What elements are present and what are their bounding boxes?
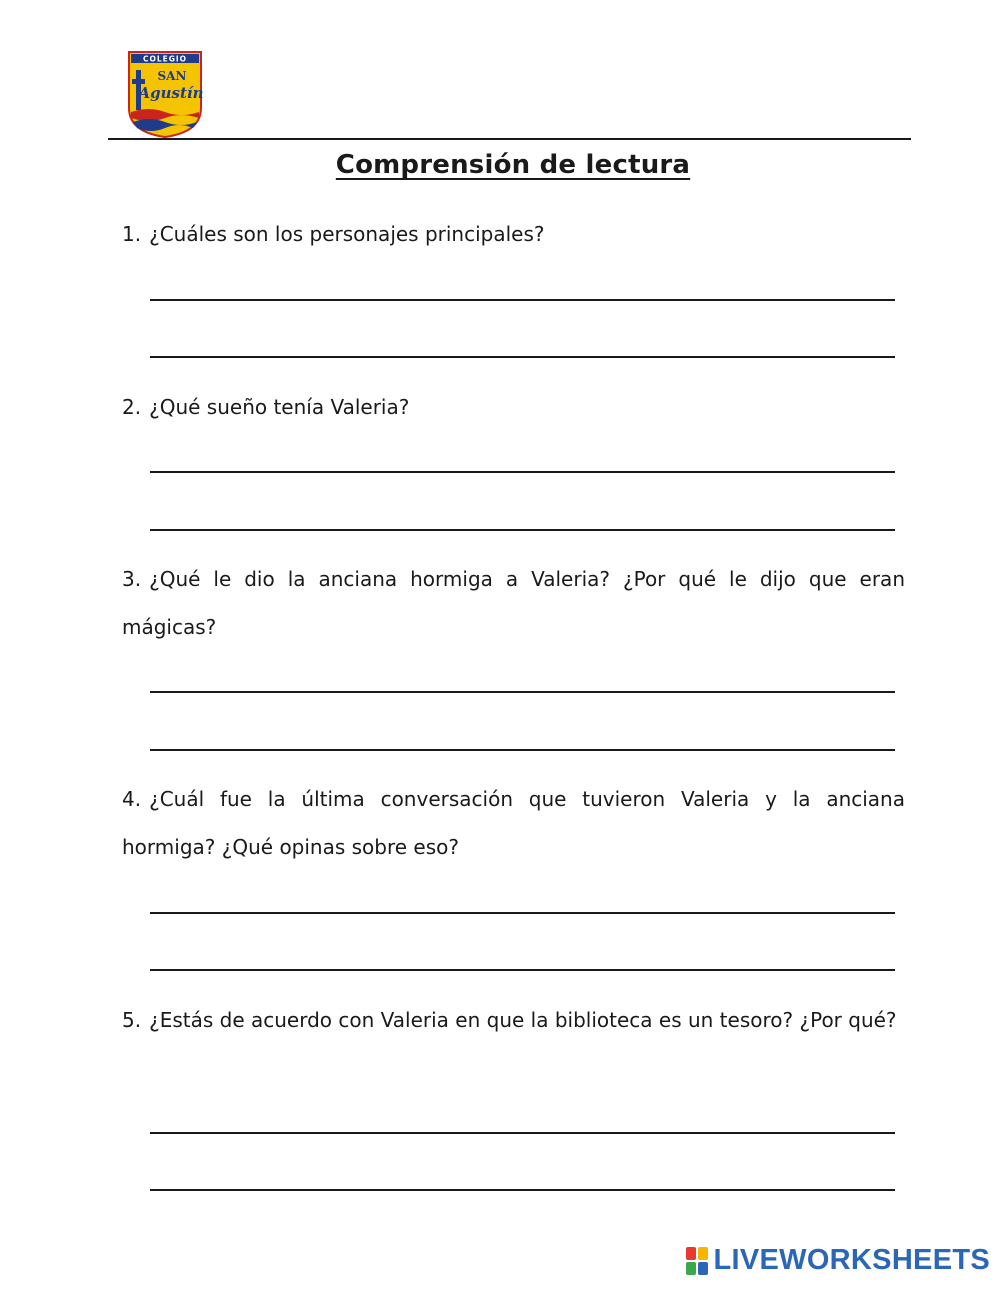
footer-brand[interactable] [686, 1244, 991, 1277]
question-text: ¿Qué le dio la anciana hormiga a Valeria? ¿Por qué le dijo que eran mágicas? [122, 567, 905, 639]
question-5 [122, 996, 905, 1044]
question-number: 1. [122, 222, 142, 246]
liveworksheets-logo-icon [686, 1247, 708, 1275]
question-2 [122, 383, 905, 431]
answer-line[interactable] [150, 969, 895, 971]
answer-line[interactable] [150, 912, 895, 914]
question-text: ¿Estás de acuerdo con Valeria en que la biblioteca es un tesoro? ¿Por qué? [149, 1008, 897, 1032]
question-3 [122, 555, 905, 651]
question-number: 5. [122, 1008, 142, 1032]
question-number: 4. [122, 787, 142, 811]
question-text: ¿Cuál fue la última conversación que tuvieron Valeria y la anciana hormiga? ¿Qué opinas sobre eso? [122, 787, 905, 859]
question-4 [122, 775, 905, 871]
logo-top-text: COLEGIO [142, 54, 188, 64]
school-crest-icon [127, 50, 203, 138]
answer-line[interactable] [150, 299, 895, 301]
question-text: ¿Qué sueño tenía Valeria? [149, 395, 410, 419]
logo-line2: Agustín [138, 84, 203, 102]
answer-line[interactable] [150, 691, 895, 693]
answer-line[interactable] [150, 471, 895, 473]
answer-line[interactable] [150, 356, 895, 358]
question-text: ¿Cuáles son los personajes principales? [149, 222, 545, 246]
header-divider [108, 138, 911, 140]
footer-brand-text: LIVEWORKSHEETS [713, 1244, 990, 1276]
answer-line[interactable] [150, 1189, 895, 1191]
answer-line[interactable] [150, 749, 895, 751]
question-number: 2. [122, 395, 142, 419]
page-title: Comprensión de lectura [335, 150, 691, 180]
question-number: 3. [122, 567, 142, 591]
logo-line1: SAN [157, 69, 187, 83]
answer-line[interactable] [150, 529, 895, 531]
answer-line[interactable] [150, 1132, 895, 1134]
question-1 [122, 210, 905, 258]
